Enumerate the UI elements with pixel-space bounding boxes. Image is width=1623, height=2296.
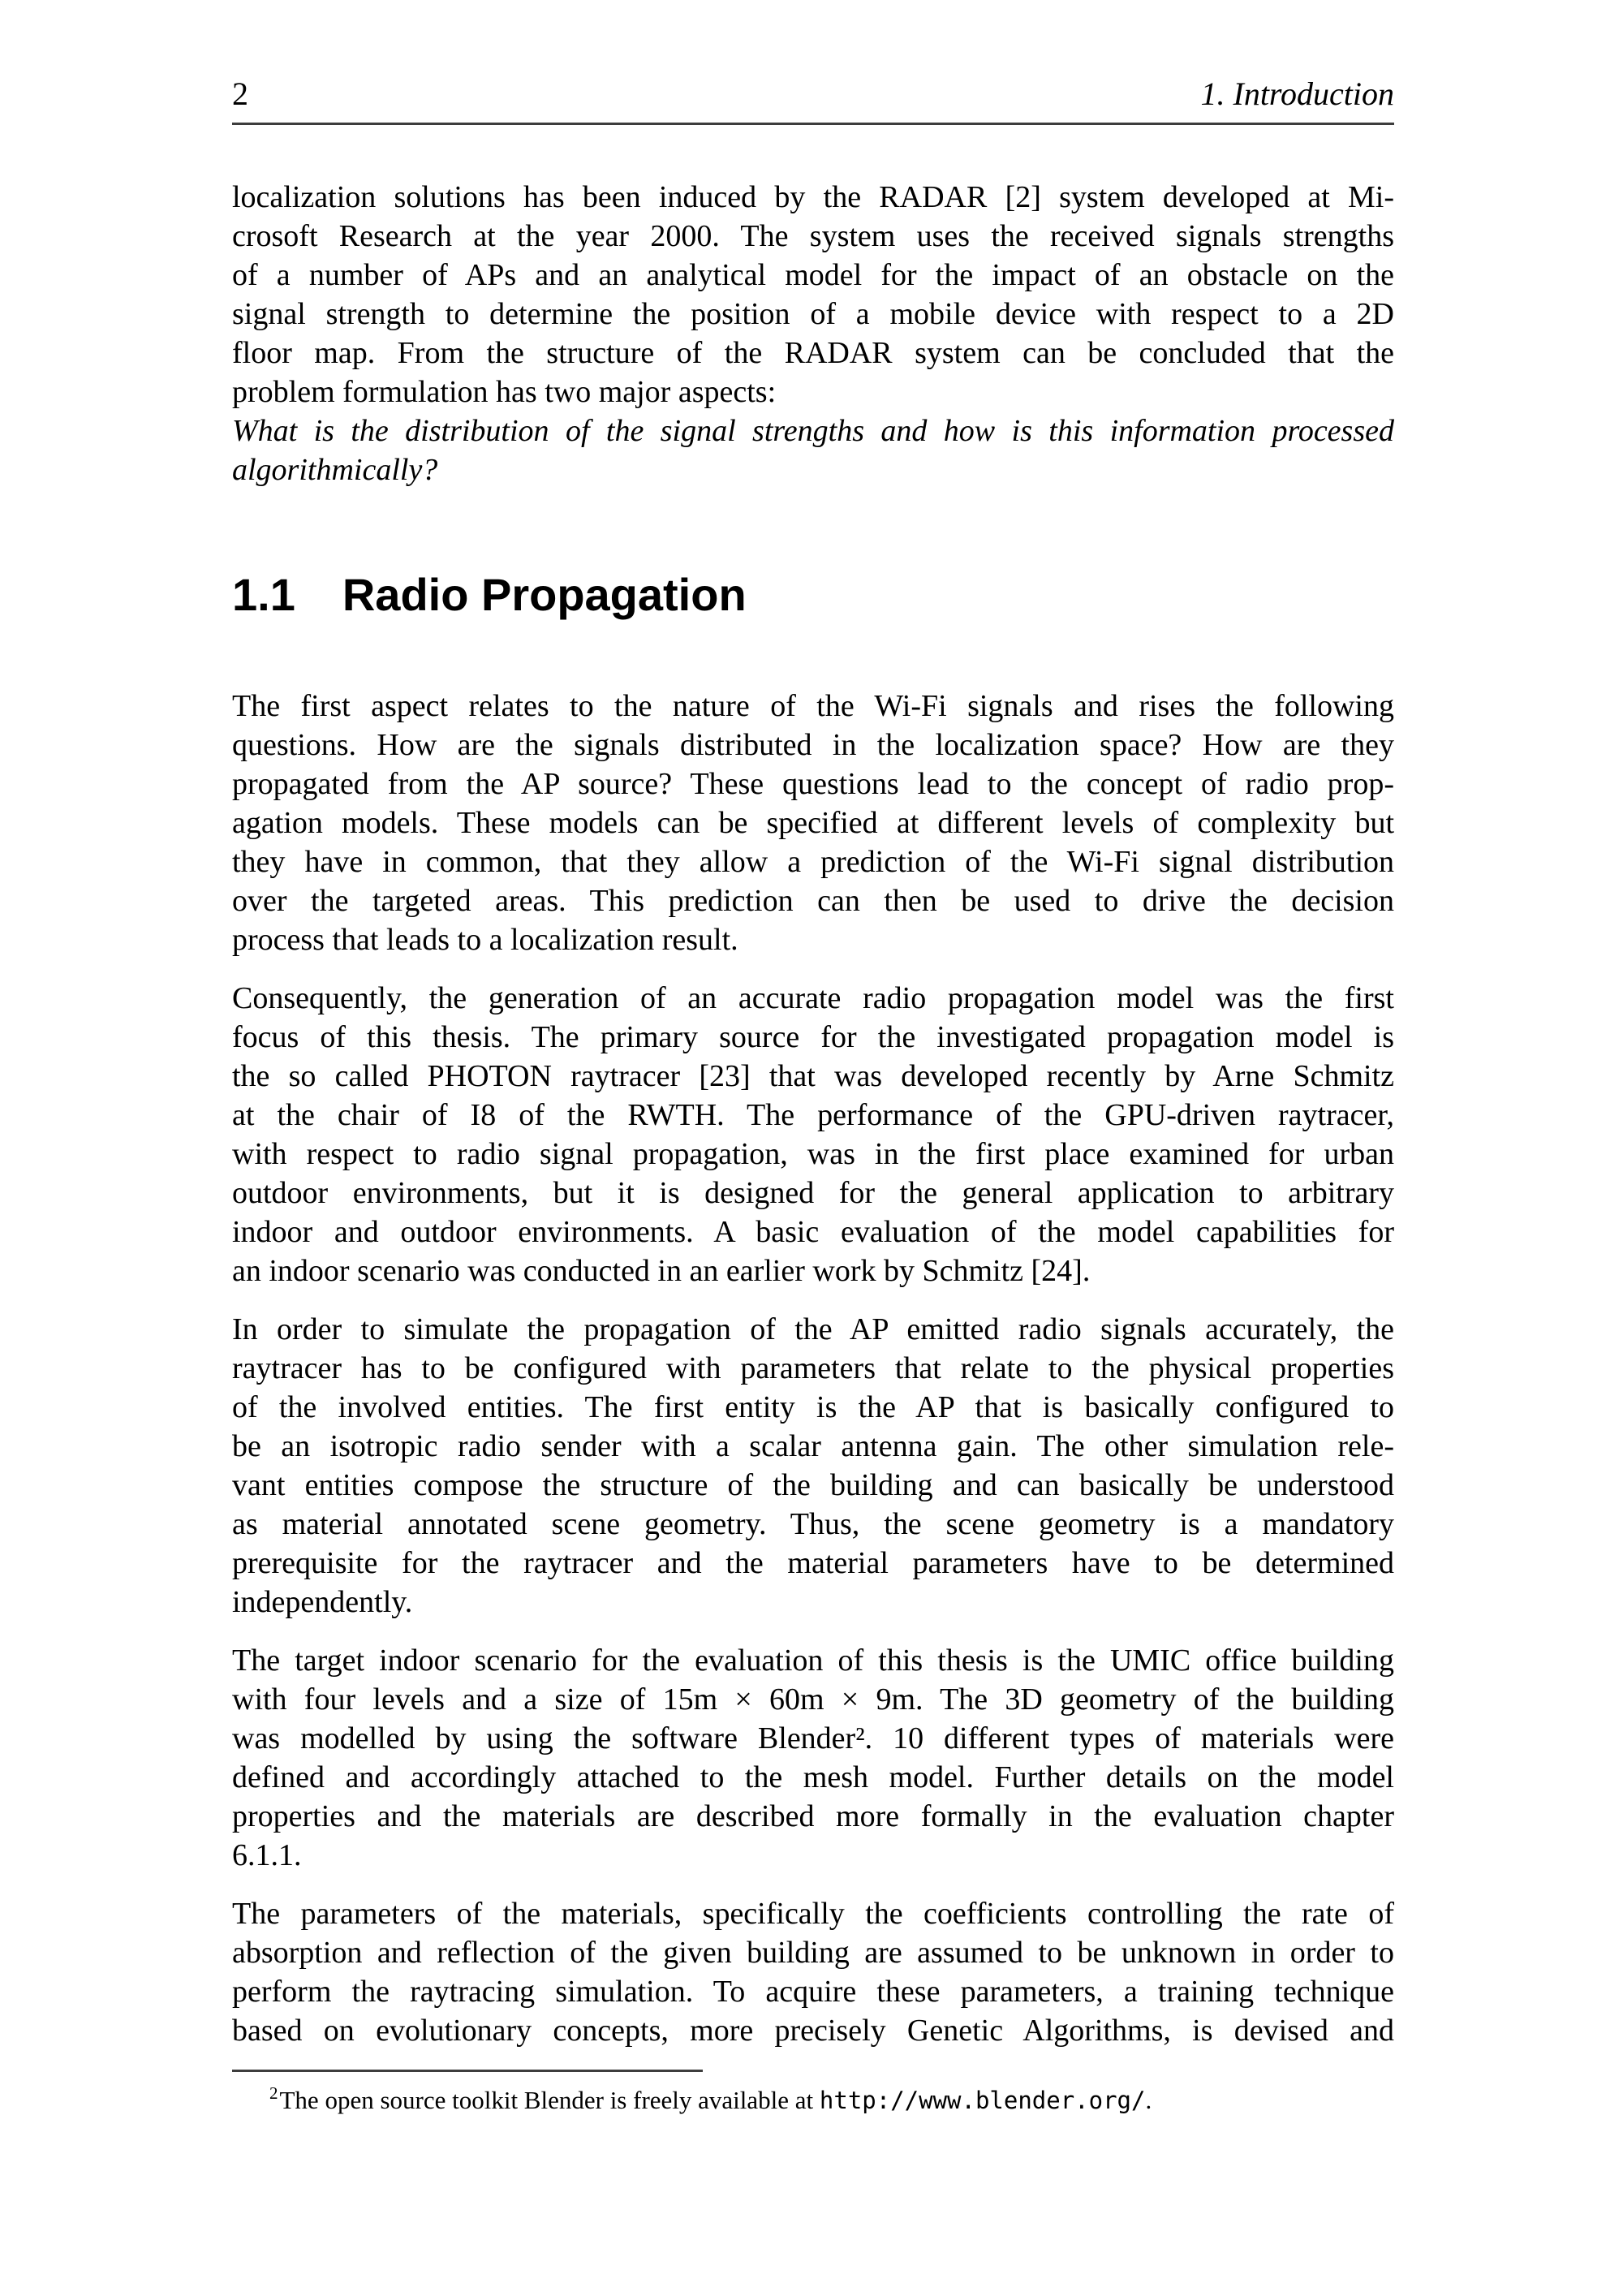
paragraph xyxy=(232,1310,1394,1622)
text-line: be an isotropic radio sender with a scalar antenna gain. The other simulation rele- xyxy=(232,1429,1394,1463)
text-line: algorithmically? xyxy=(232,453,438,487)
paragraph xyxy=(232,1641,1394,1875)
intro-paragraph xyxy=(232,178,1394,489)
header-rule xyxy=(232,123,1394,125)
paragraph xyxy=(232,687,1394,959)
text-line: of a number of APs and an analytical model for the impact of an obstacle on the xyxy=(232,258,1394,292)
text-line: signal strength to determine the position of a mobile device with respect to a 2D xyxy=(232,297,1394,331)
text-line: The parameters of the materials, specifically the coefficients controlling the rate of xyxy=(232,1897,1394,1931)
section-heading xyxy=(232,568,1394,622)
text-line: propagated from the AP source? These questions lead to the concept of radio prop- xyxy=(232,767,1394,801)
text-line: of the involved entities. The first entity is the AP that is basically configured to xyxy=(232,1390,1394,1424)
chapter-title: 1. Introduction xyxy=(1200,75,1394,112)
footnote-suffix: . xyxy=(1145,2086,1152,2114)
text-line: defined and accordingly attached to the mesh model. Further details on the model xyxy=(232,1760,1394,1794)
text-line: as material annotated scene geometry. Thus, the scene geometry is a mandatory xyxy=(232,1507,1394,1541)
text-line: vant entities compose the structure of the building and can basically be understood xyxy=(232,1468,1394,1502)
text-line: an indoor scenario was conducted in an earlier work by Schmitz [24]. xyxy=(232,1254,1091,1288)
body-paragraphs xyxy=(232,687,1394,2050)
footnote-rule xyxy=(232,2070,703,2072)
text-line: the so called PHOTON raytracer [23] that was developed recently by Arne Schmitz xyxy=(232,1059,1394,1093)
text-line: over the targeted areas. This prediction can then be used to drive the decision xyxy=(232,884,1394,918)
text-line: prerequisite for the raytracer and the material parameters have to be determined xyxy=(232,1546,1394,1580)
section-number: 1.1 xyxy=(232,569,295,620)
text-line: questions. How are the signals distributed in the localization space? How are they xyxy=(232,728,1394,762)
text-line: In order to simulate the propagation of the AP emitted radio signals accurately, the xyxy=(232,1312,1394,1346)
text-line: problem formulation has two major aspects: xyxy=(232,375,777,409)
text-line: The first aspect relates to the nature of the Wi-Fi signals and rises the following xyxy=(232,689,1394,723)
text-line: floor map. From the structure of the RADAR system can be concluded that the xyxy=(232,336,1394,370)
paragraph xyxy=(232,979,1394,1290)
page-number: 2 xyxy=(232,75,248,112)
text-line: Consequently, the generation of an accurate radio propagation model was the first xyxy=(232,981,1394,1015)
text-line: localization solutions has been induced by the RADAR [2] system developed at Mi- xyxy=(232,180,1394,214)
text-line: properties and the materials are described more formally in the evaluation chapter xyxy=(232,1799,1394,1833)
footnote xyxy=(232,2077,1394,2117)
running-head xyxy=(232,76,1394,112)
text-line: independently. xyxy=(232,1585,413,1619)
footnote-url-link[interactable]: http://www.blender.org/ xyxy=(819,2087,1146,2114)
text-line: crosoft Research at the year 2000. The system uses the received signals strengths xyxy=(232,219,1394,253)
text-line: agation models. These models can be specified at different levels of complexity but xyxy=(232,806,1394,840)
text-line: based on evolutionary concepts, more precisely Genetic Algorithms, is devised and xyxy=(232,2014,1394,2048)
text-line: 6.1.1. xyxy=(232,1838,302,1872)
section-title: Radio Propagation xyxy=(342,569,747,620)
text-line: was modelled by using the software Blender². 10 different types of materials were xyxy=(232,1721,1394,1755)
paragraph xyxy=(232,1894,1394,2050)
text-line: outdoor environments, but it is designed for the general application to arbitrary xyxy=(232,1176,1394,1210)
footnote-text: The open source toolkit Blender is freely available at xyxy=(279,2086,820,2114)
text-line: with four levels and a size of 15m × 60m × 9m. The 3D geometry of the building xyxy=(232,1682,1394,1717)
text-line: with respect to radio signal propagation, was in the first place examined for urban xyxy=(232,1137,1394,1171)
text-column xyxy=(232,178,1394,2117)
text-line: What is the distribution of the signal strengths and how is this information processed xyxy=(232,414,1394,448)
text-line: process that leads to a localization result. xyxy=(232,923,738,957)
text-line: raytracer has to be configured with parameters that relate to the physical properties xyxy=(232,1351,1394,1385)
text-line: absorption and reflection of the given building are assumed to be unknown in order to xyxy=(232,1936,1394,1970)
footnote-marker: 2 xyxy=(269,2083,278,2103)
text-line: The target indoor scenario for the evaluation of this thesis is the UMIC office building xyxy=(232,1643,1394,1678)
text-line: they have in common, that they allow a prediction of the Wi-Fi signal distribution xyxy=(232,845,1394,879)
text-line: at the chair of I8 of the RWTH. The performance of the GPU-driven raytracer, xyxy=(232,1098,1394,1132)
text-line: focus of this thesis. The primary source for the investigated propagation model is xyxy=(232,1020,1394,1054)
text-line: perform the raytracing simulation. To acquire these parameters, a training technique xyxy=(232,1975,1394,2009)
text-line: indoor and outdoor environments. A basic evaluation of the model capabilities for xyxy=(232,1215,1394,1249)
